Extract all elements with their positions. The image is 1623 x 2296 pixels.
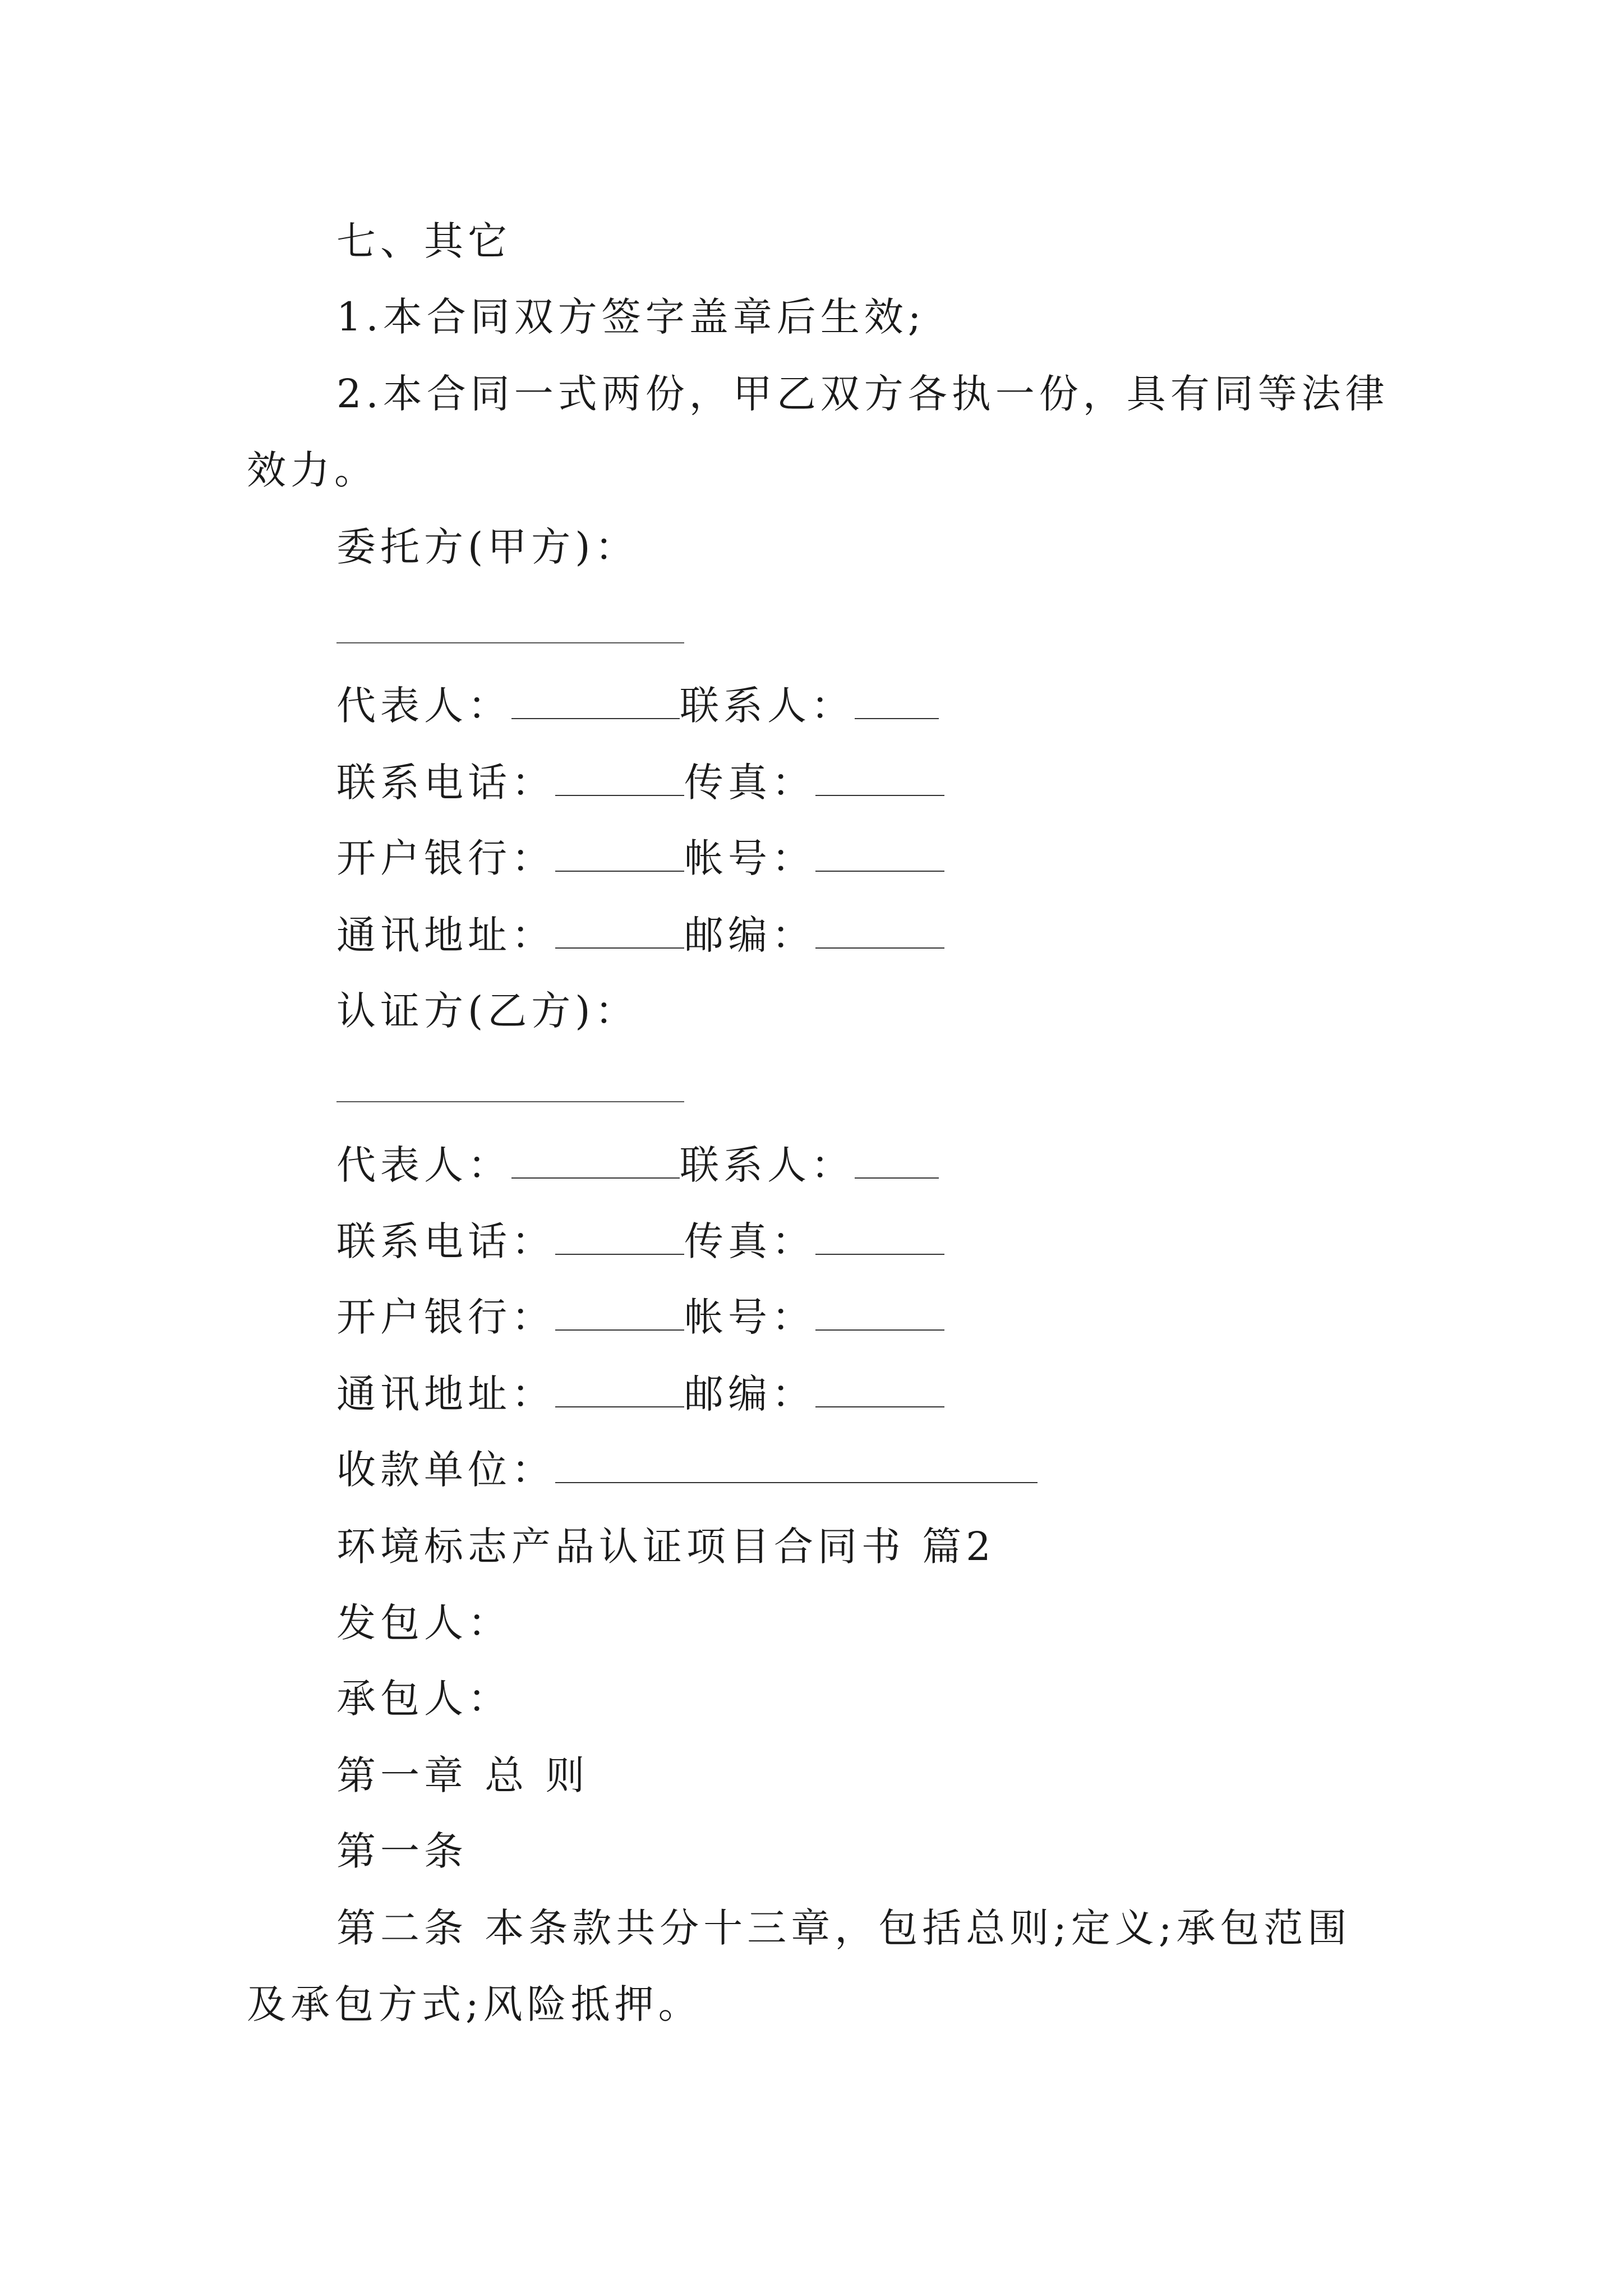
address-label: 通讯地址： [336, 1371, 555, 1417]
party-a-phone-row [336, 754, 944, 811]
phone-blank [555, 1220, 684, 1255]
fax-label: 传真： [684, 760, 815, 806]
party-b-address-row [336, 1366, 944, 1422]
fax-label: 传真： [684, 1218, 815, 1264]
fax-blank [815, 1220, 944, 1255]
contact-label: 联系人： [680, 1142, 855, 1188]
rep-blank [511, 1144, 680, 1179]
party-b-rep-row [336, 1137, 939, 1193]
postcode-blank [815, 1373, 944, 1407]
contractor-label: 承包人： [336, 1676, 511, 1722]
chapter-heading: 第一章 总 则 [336, 1752, 589, 1798]
payee-row [336, 1442, 1038, 1498]
article-1: 第一条 [336, 1828, 468, 1874]
party-b-bank-row [336, 1289, 944, 1345]
party-a-address-row [336, 907, 944, 963]
contact-blank [855, 1144, 939, 1179]
phone-label: 联系电话： [336, 1218, 555, 1264]
postcode-blank [815, 914, 944, 949]
bank-label: 开户银行： [336, 1294, 555, 1340]
phone-label: 联系电话： [336, 760, 555, 806]
address-label: 通讯地址： [336, 912, 555, 958]
address-blank [555, 1373, 684, 1407]
bank-label: 开户银行： [336, 835, 555, 881]
payee-blank [555, 1448, 1038, 1483]
section-heading: 七、其它 [336, 218, 511, 264]
party-b-phone-row [336, 1213, 944, 1269]
party-a-bank-row [336, 830, 944, 886]
clause-item-2: 2.本合同一式两份，甲乙双方各执一份，具有同等法律 [336, 371, 1389, 417]
payee-label: 收款单位： [336, 1447, 555, 1493]
account-label: 帐号： [684, 1294, 815, 1340]
account-blank [815, 837, 944, 872]
phone-blank [555, 761, 684, 796]
account-label: 帐号： [684, 835, 815, 881]
party-a-label: 委托方(甲方)： [336, 524, 639, 570]
party-b-label: 认证方(乙方)： [336, 988, 639, 1034]
article-2-cont: 及承包方式;风险抵押。 [247, 1981, 702, 2027]
party-a-rep-row [336, 678, 939, 734]
bank-blank [555, 837, 684, 872]
address-blank [555, 914, 684, 949]
fax-blank [815, 761, 944, 796]
postcode-label: 邮编： [684, 912, 815, 958]
account-blank [815, 1296, 944, 1331]
clause-item-2-cont: 效力。 [247, 447, 378, 493]
rep-blank [511, 684, 680, 719]
rep-label: 代表人： [336, 1142, 511, 1188]
party-a-signature-line [336, 642, 684, 643]
issuer-label: 发包人： [336, 1600, 511, 1646]
party-b-signature-line [336, 1101, 684, 1102]
postcode-label: 邮编： [684, 1371, 815, 1417]
bank-blank [555, 1296, 684, 1331]
rep-label: 代表人： [336, 683, 511, 729]
part2-title: 环境标志产品认证项目合同书 篇2 [336, 1524, 995, 1570]
contact-label: 联系人： [680, 683, 855, 729]
clause-item-1: 1.本合同双方签字盖章后生效; [336, 294, 926, 340]
article-2: 第二条 本条款共分十三章，包括总则;定义;承包范围 [336, 1905, 1352, 1951]
contact-blank [855, 684, 939, 719]
